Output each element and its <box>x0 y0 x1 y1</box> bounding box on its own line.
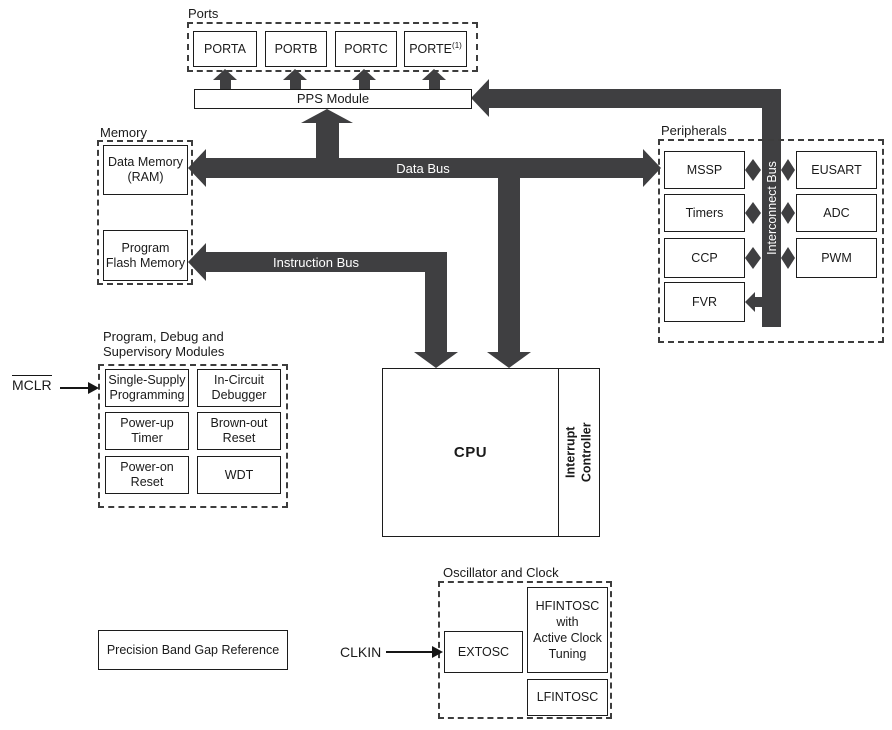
portc-label: PORTC <box>344 41 388 56</box>
ccp-bus-arrow-icon <box>745 247 761 269</box>
ports-section-label: Ports <box>188 6 219 21</box>
cpu-instruction-arrowhead-icon <box>414 352 458 368</box>
data-memory-box <box>103 145 188 195</box>
debug-section-label <box>103 330 224 359</box>
porte-text: PORTE <box>409 41 453 56</box>
icd-line1: In-Circuit <box>213 373 264 388</box>
hfintosc-line4: Tuning <box>548 647 587 662</box>
mclr-text: MCLR <box>12 377 52 393</box>
debug-section-label-line2: Supervisory Modules <box>103 343 225 359</box>
bor-line1: Brown-out <box>210 416 268 431</box>
hfintosc-line1: HFINTOSC <box>535 598 600 613</box>
clkin-pin-label: CLKIN <box>340 644 382 660</box>
portc-arrowhead-icon <box>352 69 376 80</box>
porte-label <box>409 42 462 57</box>
adc-bus-arrow-icon <box>781 202 795 224</box>
porte-arrowhead-icon <box>422 69 446 80</box>
mclr-arrowhead-icon <box>88 382 99 394</box>
portb-box <box>265 31 327 67</box>
portb-label: PORTB <box>274 41 318 56</box>
fvr-arrow-shaft <box>754 297 763 307</box>
program-flash-line2: Flash Memory <box>105 255 186 270</box>
ssp-line2: Programming <box>109 388 185 402</box>
clkin-arrow-line <box>386 651 433 653</box>
pwm-label: PWM <box>821 250 852 265</box>
porta-arrowhead-icon <box>213 69 237 80</box>
fvr-box <box>664 282 745 322</box>
hfintosc-line2: with <box>556 614 579 629</box>
portc-box <box>335 31 397 67</box>
adc-box <box>796 194 877 232</box>
wdt-box <box>197 456 281 494</box>
lfintosc-box <box>527 679 608 716</box>
pps-module-label: PPS Module <box>296 91 370 107</box>
interrupt-controller-panel <box>558 369 599 536</box>
mclr-arrow-line <box>60 387 88 389</box>
mclr-pin-label <box>12 377 52 393</box>
cpu-box <box>382 368 600 537</box>
data-memory-line1: Data Memory <box>107 155 184 170</box>
mssp-label: MSSP <box>686 162 723 177</box>
interrupt-line2: Controller <box>580 422 595 483</box>
timers-bus-arrow-icon <box>745 202 761 224</box>
porte-footnote: (1) <box>452 40 462 50</box>
instruction-bus-to-cpu-drop <box>425 272 447 352</box>
program-flash-memory-box <box>103 230 188 281</box>
lfintosc-label: LFINTOSC <box>536 690 599 705</box>
power-up-timer-box <box>105 412 189 450</box>
brown-out-reset-box <box>197 412 281 450</box>
pps-up-arrowhead-icon <box>301 109 353 123</box>
extosc-box <box>444 631 523 673</box>
clkin-arrowhead-icon <box>432 646 443 658</box>
bandgap-label: Precision Band Gap Reference <box>106 642 280 657</box>
ssp-line1: Single-Supply <box>108 373 186 388</box>
porte-box <box>404 31 467 67</box>
porta-label: PORTA <box>204 41 246 56</box>
timers-label: Timers <box>685 205 724 220</box>
eusart-label: EUSART <box>811 162 862 177</box>
adc-label: ADC <box>823 205 850 220</box>
data-memory-line2: (RAM) <box>127 170 164 184</box>
cpu-data-arrowhead-icon <box>487 352 531 368</box>
icd-line2: Debugger <box>211 388 267 402</box>
interconnect-bus-label: Interconnect Bus <box>764 161 779 255</box>
memory-section-label: Memory <box>100 125 147 140</box>
cpu-label: CPU <box>453 443 488 461</box>
ccp-label: CCP <box>691 250 718 265</box>
mssp-box <box>664 151 745 189</box>
eusart-bus-arrow-icon <box>781 159 795 181</box>
pwrt-line1: Power-up <box>120 416 174 431</box>
instruction-bus-label: Instruction Bus <box>273 254 359 270</box>
hfintosc-line3: Active Clock <box>533 631 602 645</box>
wdt-line1: WDT <box>224 467 254 482</box>
cpu-core-area <box>383 369 558 536</box>
mssp-bus-arrow-icon <box>745 159 761 181</box>
interrupt-line1: Interrupt <box>563 426 578 479</box>
hfintosc-box <box>527 587 608 673</box>
in-circuit-debugger-box <box>197 369 281 407</box>
portb-arrowhead-icon <box>283 69 307 80</box>
eusart-box <box>796 151 877 189</box>
por-line2: Reset <box>130 475 164 489</box>
pwm-box <box>796 238 877 278</box>
data-bus-to-cpu-drop <box>498 178 520 352</box>
program-flash-line1: Program <box>121 240 170 255</box>
oscillator-section-label: Oscillator and Clock <box>443 565 559 580</box>
pwm-bus-arrow-icon <box>781 247 795 269</box>
pps-module-box <box>194 89 472 109</box>
interrupt-controller-label <box>563 423 596 483</box>
pps-bus-arrowhead-icon <box>471 79 489 117</box>
debug-section-label-line1: Program, Debug and <box>103 329 224 344</box>
pwrt-line2: Timer <box>131 431 163 445</box>
porta-box <box>193 31 257 67</box>
ccp-box <box>664 238 745 278</box>
bor-line2: Reset <box>222 431 256 445</box>
bandgap-box <box>98 630 288 670</box>
timers-box <box>664 194 745 232</box>
por-line1: Power-on <box>120 460 174 475</box>
peripherals-section-label: Peripherals <box>661 123 727 138</box>
data-bus-label: Data Bus <box>396 160 450 176</box>
extosc-label: EXTOSC <box>457 644 510 659</box>
power-on-reset-box <box>105 456 189 494</box>
single-supply-programming-box <box>105 369 189 407</box>
peripheral-to-pps-bus-bar <box>489 89 781 108</box>
data-bus-to-pps-riser <box>316 122 339 162</box>
fvr-label: FVR <box>692 294 717 309</box>
